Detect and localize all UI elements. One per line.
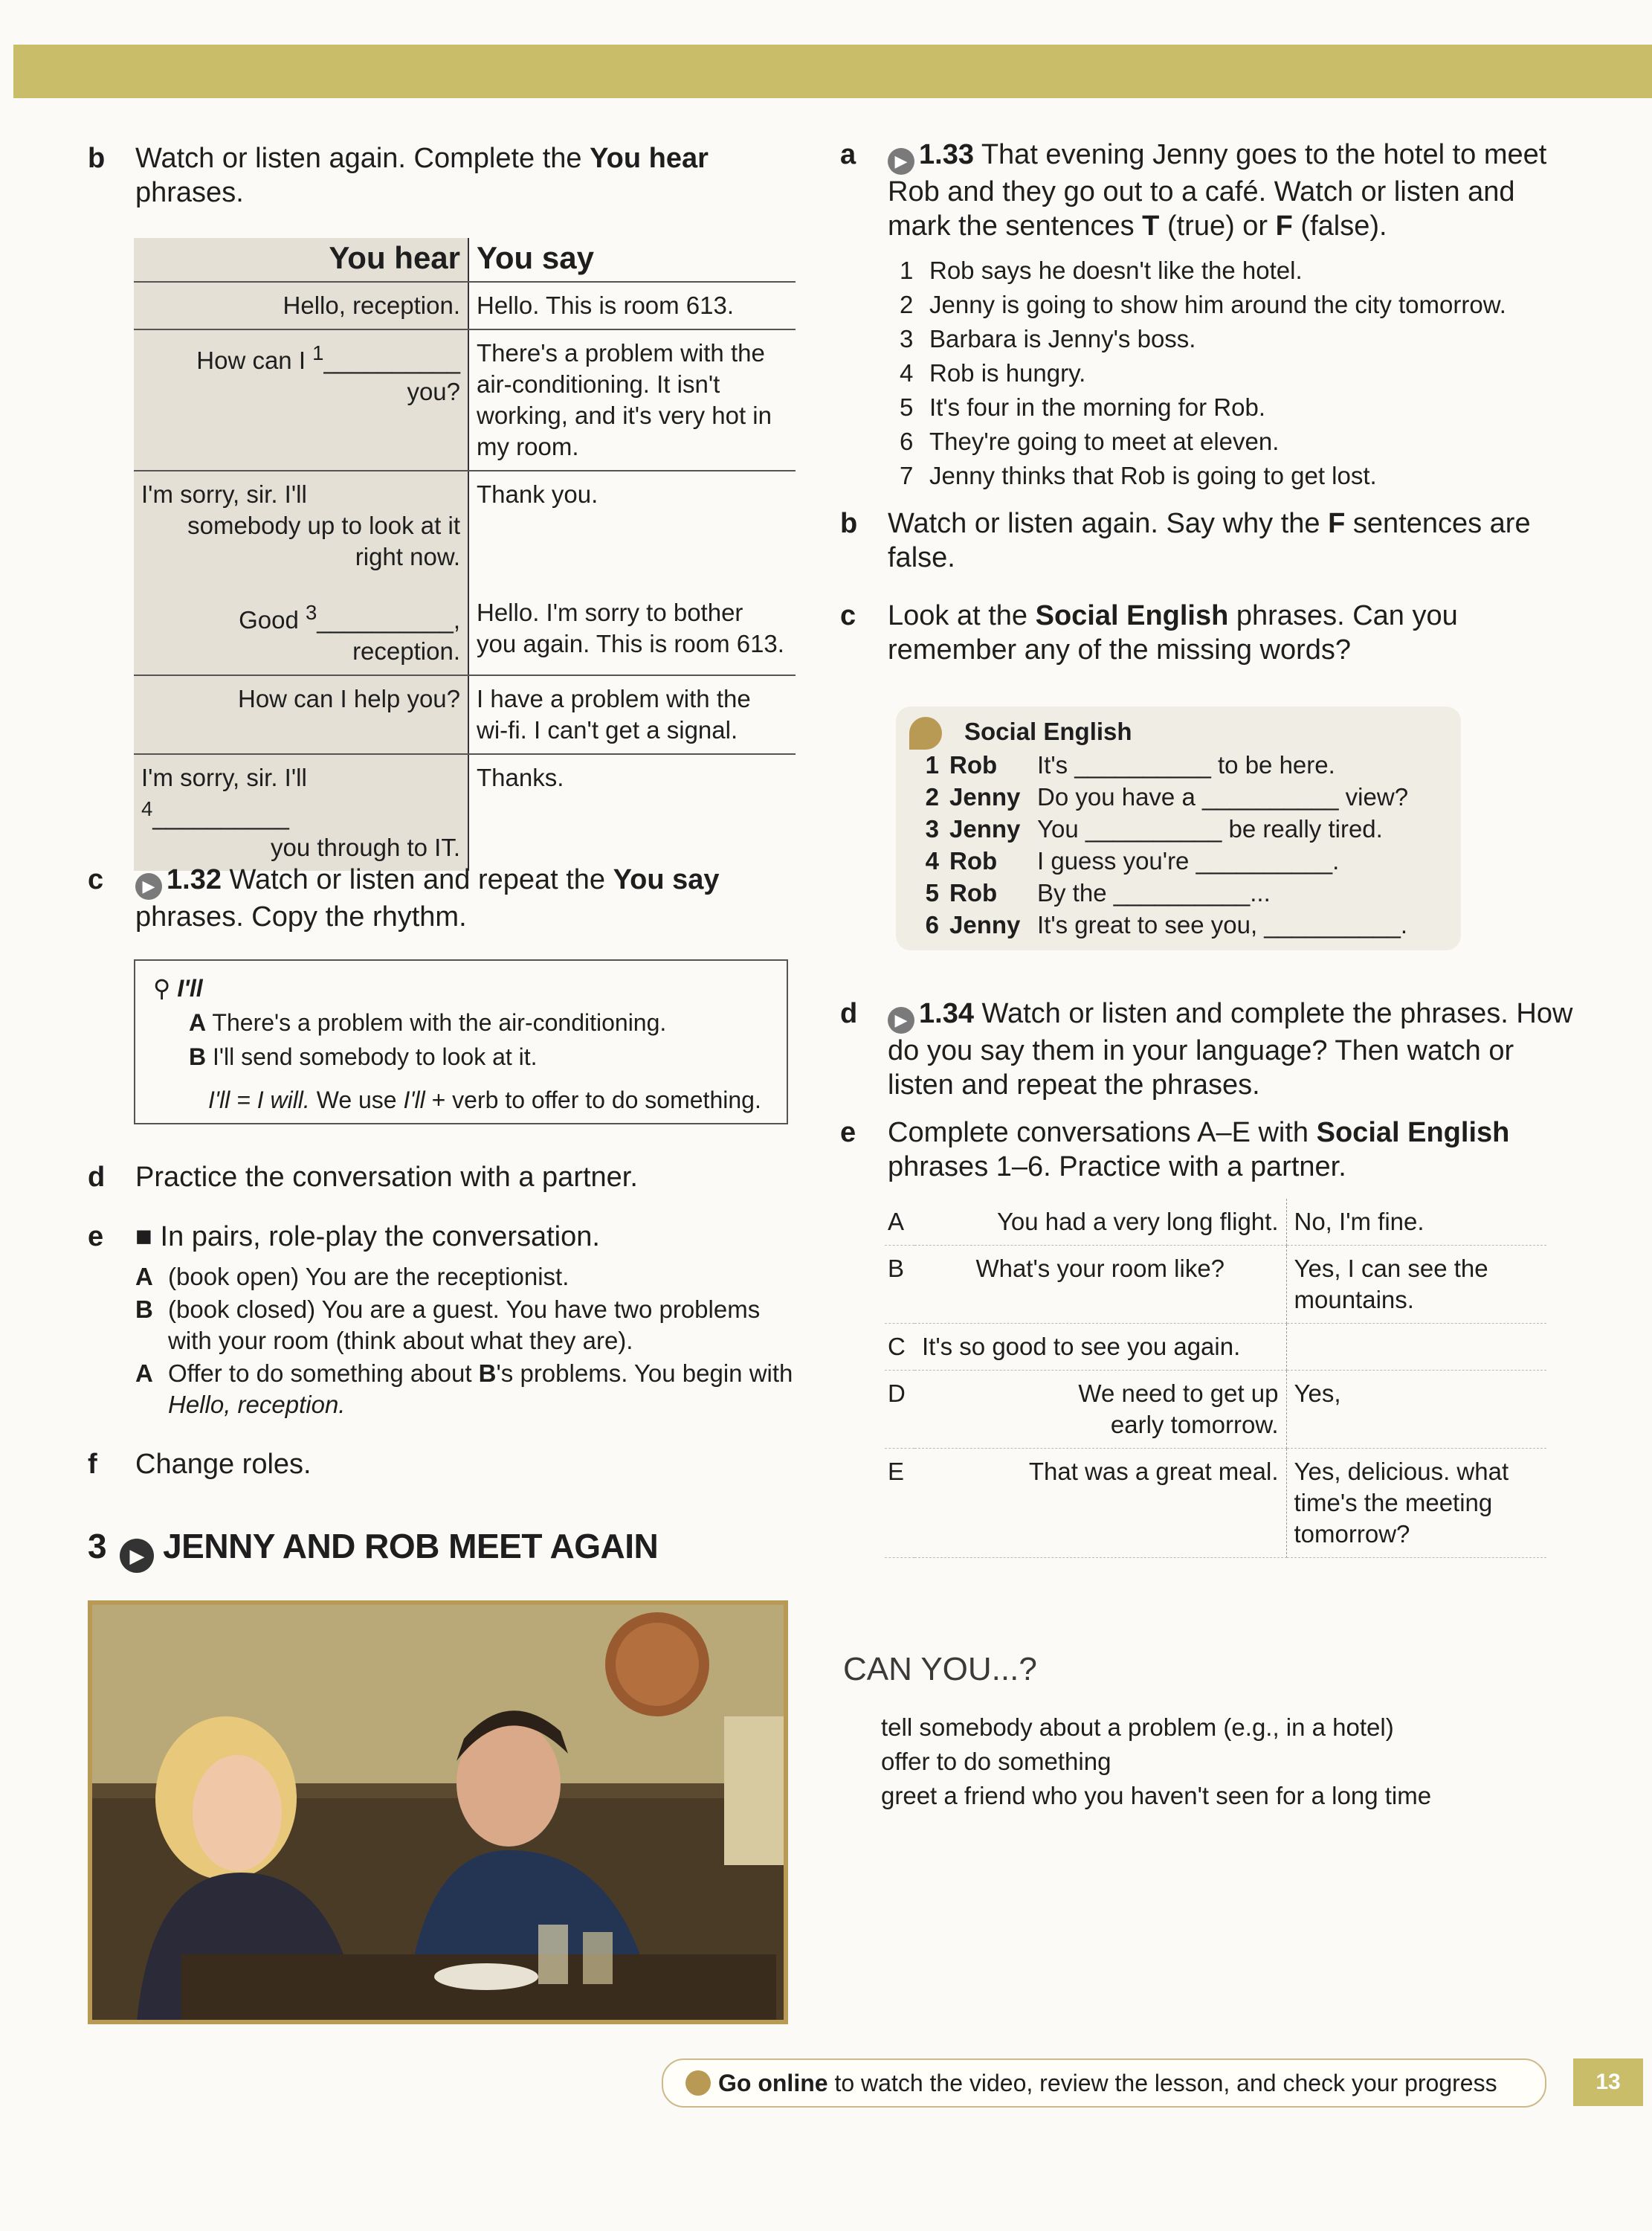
ill-grammar-box: ⚲ I'll A There's a problem with the air-conditioning. B I'll send somebody to look at it. I'll = I will. We use I'll + verb to offer to do something. — [134, 959, 788, 1124]
blank-1[interactable]: __________ you? — [323, 347, 460, 405]
header-you-hear: You hear — [134, 238, 468, 282]
section-3-heading: 3 ▶ JENNY AND ROB MEET AGAIN — [88, 1526, 658, 1573]
track-number: 1.32 — [167, 864, 222, 895]
exercise-b-left: b Watch or listen again. Complete the You hear phrases. — [88, 143, 709, 208]
exercise-a-right: a ▶ 1.33 That evening Jenny goes to the hotel to meet Rob and they go out to a café. Watch or listen and mark the sentences T (true) or F (false). — [840, 139, 1547, 242]
hear-cell: Good $^3$__________, reception. — [134, 590, 468, 675]
say-cell: There's a problem with the air-conditioning. It isn't working, and it's very hot in my room. — [468, 329, 796, 471]
hear-cell: Hello, reception. — [134, 282, 468, 329]
table-row: D We need to get up early tomorrow. Yes, — [885, 1371, 1546, 1449]
audio-icon[interactable]: ▶ — [135, 873, 162, 900]
list-item: 4 Rob is hungry. — [900, 359, 1086, 387]
list-item: 6 They're going to meet at eleven. — [900, 428, 1280, 455]
track-number: 1.34 — [919, 998, 974, 1029]
online-play-icon — [685, 2070, 711, 2096]
table-row: C It's so good to see you again. — [885, 1324, 1546, 1371]
social-english-box: Social English 1 Rob It's __________ to be here. 2 Jenny Do you have a __________ view? 3 Jenny You __________ be really tired. 4 Rob I guess you're __________. 5 Rob By the __________... 6 Jenny It's great to see you, __________. — [896, 706, 1461, 950]
exercise-c-left: c ▶ 1.32 Watch or listen and repeat the You say phrases. Copy the rhythm. — [88, 864, 720, 933]
you-hear-you-say-table — [134, 238, 796, 871]
exercise-label: e — [840, 1117, 856, 1148]
social-row: 2 Jenny Do you have a __________ view? — [925, 783, 1409, 811]
list-item: greet a friend who you haven't seen for a long time — [881, 1782, 1432, 1809]
say-cell: Hello. I'm sorry to bother you again. This is room 613. — [468, 590, 796, 675]
can-you-heading: CAN YOU...? — [843, 1651, 1037, 1687]
exercise-e-left: e ■ In pairs, role-play the conversation. A (book open) You are the receptionist. B (book closed) You are a guest. You have two problems with your room (think about what they are). A Offer to do something about B's problems. You begin with Hello, reception. — [88, 1220, 801, 1422]
magnifier-icon: ⚲ — [153, 975, 171, 1002]
header-you-say: You say — [468, 238, 796, 282]
hear-cell: How can I help you? — [134, 675, 468, 754]
right-column — [840, 138, 1584, 667]
hear-cell: I'm sorry, sir. I'll $^4$__________ you through to IT. — [134, 754, 468, 871]
audio-icon[interactable]: ▶ — [888, 148, 914, 175]
exercise-label: d — [88, 1162, 106, 1193]
true-false-sentences — [840, 254, 1584, 493]
list-item: 5 It's four in the morning for Rob. — [900, 393, 1266, 421]
exercise-label: a — [840, 139, 856, 170]
list-item: tell somebody about a problem (e.g., in a hotel) — [881, 1713, 1394, 1741]
role-item: A (book open) You are the receptionist. — [135, 1263, 570, 1290]
social-row: 1 Rob It's __________ to be here. — [925, 751, 1335, 779]
left-column — [88, 141, 801, 210]
list-item: 3 Barbara is Jenny's boss. — [900, 325, 1196, 352]
social-row: 6 Jenny It's great to see you, __________. — [925, 911, 1407, 939]
exercise-c-right: c Look at the Social English phrases. Can you remember any of the missing words? — [840, 600, 1458, 666]
exercise-label: f — [88, 1449, 97, 1480]
video-play-icon[interactable]: ▶ — [120, 1539, 154, 1573]
social-row: 3 Jenny You __________ be really tired. — [925, 815, 1383, 843]
exercise-label: c — [840, 600, 856, 631]
go-online-link[interactable]: Go online to watch the video, review the lesson, and check your progress — [662, 2058, 1546, 2108]
cafe-scene-illustration — [92, 1605, 784, 2020]
list-item: 1 Rob says he doesn't like the hotel. — [900, 257, 1303, 284]
exercise-b-right: b Watch or listen again. Say why the F sentences are false. — [840, 508, 1531, 573]
video-still-photo — [88, 1600, 788, 2024]
hear-cell: How can I $^1$__________ you? — [134, 329, 468, 471]
track-number: 1.33 — [919, 139, 974, 170]
exercise-label: b — [88, 143, 106, 174]
blank-4[interactable]: __________ — [152, 802, 289, 830]
table-row: A You had a very long flight. No, I'm fine. — [885, 1199, 1546, 1246]
exercise-label: e — [88, 1221, 104, 1252]
speech-bubble-icon — [909, 717, 942, 750]
conversations-table — [885, 1199, 1546, 1558]
exercise-label: c — [88, 864, 104, 895]
list-item: 2 Jenny is going to show him around the city tomorrow. — [900, 291, 1506, 318]
hear-cell: I'm sorry, sir. I'll somebody up to look at it right now. — [134, 471, 468, 590]
pair-work-icon: ■ — [135, 1221, 152, 1252]
exercise-e-right: e Complete conversations A–E with Social English phrases 1–6. Practice with a partner. — [840, 1117, 1510, 1182]
exercise-label: d — [840, 998, 858, 1029]
role-item: A Offer to do something about B's problems. You begin with Hello, reception. — [135, 1359, 793, 1418]
top-color-band — [13, 45, 1652, 98]
exercise-d-left: d Practice the conversation with a partner. — [88, 1162, 638, 1193]
say-cell: Hello. This is room 613. — [468, 282, 796, 329]
list-item: offer to do something — [881, 1748, 1111, 1775]
social-row: 5 Rob By the __________... — [925, 879, 1271, 907]
list-item: 7 Jenny thinks that Rob is going to get lost. — [900, 462, 1377, 489]
exercise-label: b — [840, 508, 858, 539]
say-cell: Thank you. — [477, 480, 598, 508]
table-row: B What's your room like? Yes, I can see the mountains. — [885, 1246, 1546, 1324]
can-you-list — [881, 1710, 1431, 1813]
say-cell: Thanks. — [477, 764, 564, 791]
exercise-d-right: d ▶ 1.34 Watch or listen and complete the phrases. How do you say them in your language? Then watch or listen and repeat the phrases. — [840, 998, 1573, 1101]
audio-icon[interactable]: ▶ — [888, 1007, 914, 1034]
table-row: E That was a great meal. Yes, delicious. what time's the meeting tomorrow? — [885, 1449, 1546, 1558]
say-cell: I have a problem with the wi-fi. I can't get a signal. — [468, 675, 796, 754]
blank-3[interactable]: __________, — [317, 606, 460, 634]
exercise-f-left: f Change roles. — [88, 1449, 312, 1480]
social-row: 4 Rob I guess you're __________. — [925, 847, 1340, 875]
page-number: 13 — [1573, 2058, 1643, 2106]
role-item: B (book closed) You are a guest. You have two problems with your room (think about what they are). — [135, 1295, 761, 1354]
